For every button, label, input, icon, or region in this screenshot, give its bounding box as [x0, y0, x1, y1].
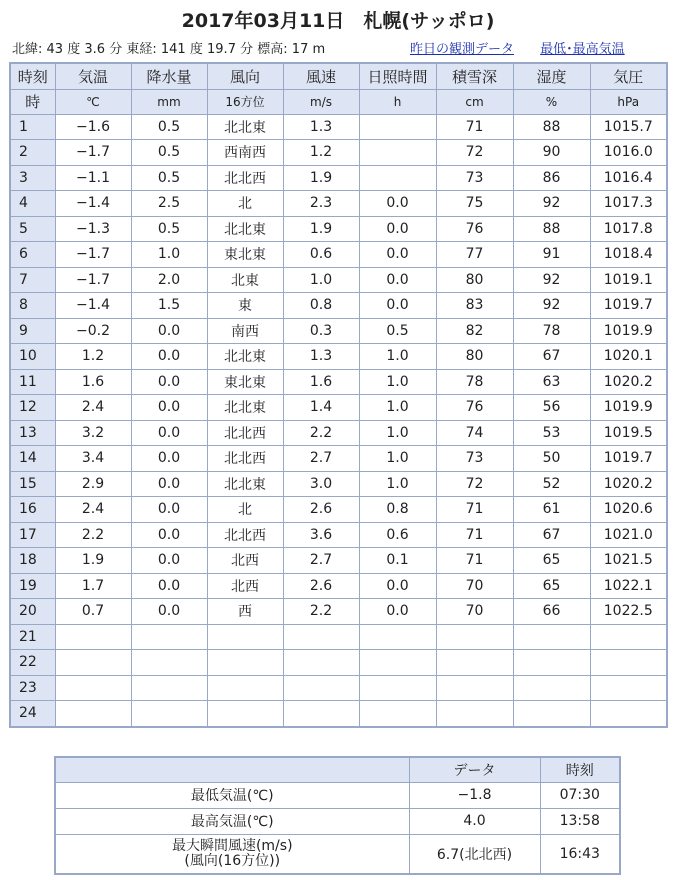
wind-dir-cell: 北北東 — [207, 395, 283, 421]
snow-depth-cell: 83 — [436, 293, 513, 319]
data-row — [10, 140, 667, 166]
pressure-unit: hPa — [590, 89, 667, 114]
summary-label: 最低気温(℃) — [55, 782, 409, 808]
elev-label: 標高: — [257, 42, 288, 57]
humidity-cell — [513, 701, 590, 727]
precip-cell: 0.5 — [131, 165, 207, 191]
summary-time: 13:58 — [540, 808, 620, 834]
precip-cell: 0.5 — [131, 114, 207, 140]
sunshine-cell: 1.0 — [359, 344, 436, 370]
temp-cell: 3.4 — [55, 446, 131, 472]
sunshine-cell: 0.0 — [359, 267, 436, 293]
sunshine-cell: 0.1 — [359, 548, 436, 574]
precip-cell: 0.0 — [131, 471, 207, 497]
snow-depth-cell: 80 — [436, 267, 513, 293]
pressure-cell: 1017.8 — [590, 216, 667, 242]
data-row — [10, 267, 667, 293]
snow-depth-cell: 73 — [436, 446, 513, 472]
humidity-cell: 67 — [513, 522, 590, 548]
humidity-cell: 63 — [513, 369, 590, 395]
data-row — [10, 395, 667, 421]
wind-dir-unit: 16方位 — [207, 89, 283, 114]
hour-cell: 5 — [10, 216, 55, 242]
sunshine-cell — [359, 114, 436, 140]
observation-table — [9, 62, 668, 728]
temp-cell: 1.2 — [55, 344, 131, 370]
hour-cell: 18 — [10, 548, 55, 574]
hour-cell: 10 — [10, 344, 55, 370]
humidity-cell: 88 — [513, 114, 590, 140]
pressure-cell: 1016.0 — [590, 140, 667, 166]
temp-cell: −1.6 — [55, 114, 131, 140]
temp-cell: 1.7 — [55, 573, 131, 599]
wind-dir-cell — [207, 675, 283, 701]
summary-value: 4.0 — [409, 808, 540, 834]
lat-min: 3.6 — [84, 42, 106, 57]
precip-cell: 0.0 — [131, 318, 207, 344]
sunshine-cell — [359, 650, 436, 676]
sunshine-cell: 1.0 — [359, 369, 436, 395]
temp-cell: −0.2 — [55, 318, 131, 344]
snow-depth-cell — [436, 650, 513, 676]
snow-depth-header: 積雪深 — [436, 63, 513, 89]
humidity-cell — [513, 650, 590, 676]
snow-depth-cell: 73 — [436, 165, 513, 191]
humidity-cell: 65 — [513, 548, 590, 574]
humidity-unit: % — [513, 89, 590, 114]
wind-speed-cell: 2.2 — [283, 599, 359, 625]
precip-cell — [131, 624, 207, 650]
snow-depth-cell: 82 — [436, 318, 513, 344]
snow-depth-cell: 76 — [436, 395, 513, 421]
sunshine-header: 日照時間 — [359, 63, 436, 89]
header-row — [10, 63, 667, 89]
snow-depth-cell: 75 — [436, 191, 513, 217]
summary-time: 16:43 — [540, 834, 620, 874]
wind-dir-cell: 北北東 — [207, 216, 283, 242]
wind-speed-cell — [283, 701, 359, 727]
snow-depth-cell: 72 — [436, 471, 513, 497]
humidity-cell: 50 — [513, 446, 590, 472]
hour-cell: 20 — [10, 599, 55, 625]
wind-speed-cell — [283, 675, 359, 701]
station-info — [12, 38, 325, 57]
summary-value: −1.8 — [409, 782, 540, 808]
wind-speed-cell: 1.0 — [283, 267, 359, 293]
humidity-cell: 92 — [513, 293, 590, 319]
wind-speed-cell: 3.6 — [283, 522, 359, 548]
data-row — [10, 446, 667, 472]
sunshine-cell: 0.0 — [359, 573, 436, 599]
hour-cell: 17 — [10, 522, 55, 548]
pressure-cell: 1019.9 — [590, 318, 667, 344]
sunshine-cell — [359, 165, 436, 191]
temp-cell: −1.4 — [55, 191, 131, 217]
sunshine-cell: 0.6 — [359, 522, 436, 548]
snow-depth-cell: 70 — [436, 573, 513, 599]
minmax-temp-link[interactable]: 最低･最高気温 — [540, 42, 625, 57]
data-row — [10, 191, 667, 217]
pressure-cell: 1018.4 — [590, 242, 667, 268]
snow-depth-cell: 78 — [436, 369, 513, 395]
snow-depth-cell: 77 — [436, 242, 513, 268]
wind-speed-cell: 1.3 — [283, 114, 359, 140]
data-row — [10, 522, 667, 548]
pressure-cell: 1022.1 — [590, 573, 667, 599]
precip-cell: 0.0 — [131, 573, 207, 599]
sunshine-cell — [359, 624, 436, 650]
summary-head-time: 時刻 — [540, 757, 620, 782]
elev-unit: m — [312, 42, 326, 57]
humidity-cell — [513, 624, 590, 650]
wind-dir-cell — [207, 624, 283, 650]
hour-cell: 7 — [10, 267, 55, 293]
humidity-cell: 65 — [513, 573, 590, 599]
hour-cell: 21 — [10, 624, 55, 650]
unit-row — [10, 89, 667, 114]
sunshine-cell: 0.0 — [359, 191, 436, 217]
summary-value: 6.7(北北西) — [409, 834, 540, 874]
sunshine-cell — [359, 140, 436, 166]
lon-label: 東経: — [126, 42, 157, 57]
page-title: 2017年03月11日 札幌(サッポロ) — [181, 10, 495, 32]
pressure-cell: 1019.9 — [590, 395, 667, 421]
hour-cell: 3 — [10, 165, 55, 191]
humidity-cell: 86 — [513, 165, 590, 191]
sunshine-cell: 0.8 — [359, 497, 436, 523]
wind-dir-cell: 東 — [207, 293, 283, 319]
hour-cell: 4 — [10, 191, 55, 217]
temp-cell: −1.7 — [55, 267, 131, 293]
temp-cell: −1.7 — [55, 140, 131, 166]
precip-cell: 2.5 — [131, 191, 207, 217]
wind-dir-cell: 北北西 — [207, 446, 283, 472]
wind-speed-cell — [283, 650, 359, 676]
sunshine-cell: 0.0 — [359, 293, 436, 319]
lat-label: 北緯: — [12, 42, 43, 57]
data-row — [10, 548, 667, 574]
snow-depth-cell: 74 — [436, 420, 513, 446]
humidity-cell: 52 — [513, 471, 590, 497]
temp-cell: 2.9 — [55, 471, 131, 497]
hour-cell: 9 — [10, 318, 55, 344]
wind-speed-cell: 0.6 — [283, 242, 359, 268]
wind-speed-cell: 1.6 — [283, 369, 359, 395]
hour-cell: 24 — [10, 701, 55, 727]
hour-cell: 23 — [10, 675, 55, 701]
summary-head-data: データ — [409, 757, 540, 782]
wind-dir-cell — [207, 650, 283, 676]
snow-depth-cell — [436, 701, 513, 727]
pressure-cell — [590, 675, 667, 701]
hour-cell: 2 — [10, 140, 55, 166]
hour-cell: 1 — [10, 114, 55, 140]
wind-speed-cell: 2.7 — [283, 446, 359, 472]
precip-cell: 0.0 — [131, 599, 207, 625]
wind-dir-cell: 北 — [207, 497, 283, 523]
wind-speed-cell: 1.4 — [283, 395, 359, 421]
snow-depth-cell: 71 — [436, 548, 513, 574]
humidity-cell: 66 — [513, 599, 590, 625]
pressure-cell: 1021.5 — [590, 548, 667, 574]
wind-speed-cell: 2.6 — [283, 573, 359, 599]
temp-cell: 3.2 — [55, 420, 131, 446]
pressure-cell: 1016.4 — [590, 165, 667, 191]
snow-depth-cell — [436, 675, 513, 701]
sunshine-cell: 1.0 — [359, 420, 436, 446]
humidity-cell: 53 — [513, 420, 590, 446]
sunshine-unit: h — [359, 89, 436, 114]
hour-cell: 13 — [10, 420, 55, 446]
deg-unit: 度 — [189, 42, 203, 57]
precip-cell: 1.5 — [131, 293, 207, 319]
pressure-cell: 1021.0 — [590, 522, 667, 548]
pressure-cell: 1015.7 — [590, 114, 667, 140]
wind-dir-cell: 北 — [207, 191, 283, 217]
yesterday-data-link[interactable]: 昨日の観測データ — [410, 42, 515, 57]
humidity-cell: 78 — [513, 318, 590, 344]
min-unit: 分 — [240, 42, 254, 57]
precip-cell — [131, 675, 207, 701]
wind-speed-cell: 1.9 — [283, 216, 359, 242]
temp-cell — [55, 675, 131, 701]
data-row — [10, 293, 667, 319]
humidity-cell: 92 — [513, 267, 590, 293]
humidity-header: 湿度 — [513, 63, 590, 89]
hour-unit: 時 — [10, 89, 55, 114]
precip-cell: 0.5 — [131, 140, 207, 166]
nav-links — [410, 38, 647, 57]
hour-cell: 22 — [10, 650, 55, 676]
hour-cell: 8 — [10, 293, 55, 319]
data-row — [10, 216, 667, 242]
hour-cell: 12 — [10, 395, 55, 421]
pressure-cell: 1020.2 — [590, 471, 667, 497]
snow-depth-cell: 70 — [436, 599, 513, 625]
sunshine-cell: 0.5 — [359, 318, 436, 344]
lon-deg: 141 — [160, 42, 186, 57]
hour-cell: 11 — [10, 369, 55, 395]
snow-depth-cell: 71 — [436, 114, 513, 140]
snow-depth-cell: 80 — [436, 344, 513, 370]
wind-speed-header: 風速 — [283, 63, 359, 89]
pressure-cell: 1019.7 — [590, 293, 667, 319]
precip-cell: 0.0 — [131, 497, 207, 523]
humidity-cell: 88 — [513, 216, 590, 242]
sunshine-cell — [359, 675, 436, 701]
data-row — [10, 497, 667, 523]
precip-header: 降水量 — [131, 63, 207, 89]
wind-speed-cell: 1.9 — [283, 165, 359, 191]
hour-cell: 16 — [10, 497, 55, 523]
wind-dir-cell: 北西 — [207, 573, 283, 599]
wind-dir-cell: 北北西 — [207, 420, 283, 446]
precip-cell: 2.0 — [131, 267, 207, 293]
precip-unit: mm — [131, 89, 207, 114]
lon-min: 19.7 — [207, 42, 236, 57]
wind-speed-cell: 1.2 — [283, 140, 359, 166]
deg-unit: 度 — [67, 42, 81, 57]
snow-depth-cell: 71 — [436, 522, 513, 548]
summary-time: 07:30 — [540, 782, 620, 808]
summary-label-line1: 最大瞬間風速(m/s) — [171, 837, 293, 854]
temp-cell: 1.9 — [55, 548, 131, 574]
snow-depth-cell: 76 — [436, 216, 513, 242]
data-row — [10, 344, 667, 370]
wind-dir-cell: 北北東 — [207, 344, 283, 370]
temp-cell: 2.4 — [55, 395, 131, 421]
precip-cell: 0.0 — [131, 522, 207, 548]
hour-cell: 14 — [10, 446, 55, 472]
wind-dir-cell: 南西 — [207, 318, 283, 344]
pressure-cell: 1019.5 — [590, 420, 667, 446]
pressure-cell: 1020.1 — [590, 344, 667, 370]
temp-header: 気温 — [55, 63, 131, 89]
pressure-header: 気圧 — [590, 63, 667, 89]
wind-dir-cell: 西南西 — [207, 140, 283, 166]
summary-label: 最高気温(℃) — [55, 808, 409, 834]
temp-cell: −1.3 — [55, 216, 131, 242]
wind-dir-cell: 北北東 — [207, 114, 283, 140]
temp-cell — [55, 701, 131, 727]
sunshine-cell: 1.0 — [359, 395, 436, 421]
wind-dir-cell: 北東 — [207, 267, 283, 293]
snow-depth-unit: cm — [436, 89, 513, 114]
wind-speed-cell: 2.7 — [283, 548, 359, 574]
temp-cell — [55, 650, 131, 676]
humidity-cell: 67 — [513, 344, 590, 370]
temp-cell: −1.1 — [55, 165, 131, 191]
hour-header: 時刻 — [10, 63, 55, 89]
wind-dir-cell: 東北東 — [207, 242, 283, 268]
sunshine-cell: 0.0 — [359, 216, 436, 242]
wind-speed-cell: 2.2 — [283, 420, 359, 446]
data-row — [10, 420, 667, 446]
humidity-cell: 56 — [513, 395, 590, 421]
data-row — [10, 165, 667, 191]
summary-head-blank — [55, 757, 409, 782]
data-row — [10, 369, 667, 395]
temp-cell: 2.4 — [55, 497, 131, 523]
temp-cell: 1.6 — [55, 369, 131, 395]
wind-speed-cell: 1.3 — [283, 344, 359, 370]
wind-dir-cell — [207, 701, 283, 727]
wind-speed-cell: 0.3 — [283, 318, 359, 344]
data-row — [10, 114, 667, 140]
data-row — [10, 318, 667, 344]
wind-speed-cell: 0.8 — [283, 293, 359, 319]
temp-cell: 2.2 — [55, 522, 131, 548]
pressure-cell — [590, 650, 667, 676]
pressure-cell — [590, 701, 667, 727]
pressure-cell: 1020.2 — [590, 369, 667, 395]
lat-deg: 43 — [46, 42, 64, 57]
precip-cell: 1.0 — [131, 242, 207, 268]
precip-cell: 0.0 — [131, 548, 207, 574]
data-row — [10, 242, 667, 268]
sunshine-cell: 0.0 — [359, 599, 436, 625]
min-unit: 分 — [109, 42, 123, 57]
wind-dir-cell: 北北東 — [207, 471, 283, 497]
data-row — [10, 573, 667, 599]
sunshine-cell — [359, 701, 436, 727]
temp-cell: −1.7 — [55, 242, 131, 268]
humidity-cell: 61 — [513, 497, 590, 523]
pressure-cell: 1019.1 — [590, 267, 667, 293]
pressure-cell — [590, 624, 667, 650]
wind-dir-cell: 北北西 — [207, 522, 283, 548]
wind-dir-cell: 西 — [207, 599, 283, 625]
humidity-cell: 91 — [513, 242, 590, 268]
wind-speed-cell: 3.0 — [283, 471, 359, 497]
precip-cell — [131, 701, 207, 727]
temp-cell — [55, 624, 131, 650]
sunshine-cell: 0.0 — [359, 242, 436, 268]
wind-dir-header: 風向 — [207, 63, 283, 89]
temp-unit: ℃ — [55, 89, 131, 114]
summary-label — [55, 834, 409, 874]
sunshine-cell: 1.0 — [359, 446, 436, 472]
snow-depth-cell: 71 — [436, 497, 513, 523]
data-row — [10, 701, 667, 727]
pressure-cell: 1022.5 — [590, 599, 667, 625]
humidity-cell: 92 — [513, 191, 590, 217]
precip-cell: 0.5 — [131, 216, 207, 242]
precip-cell: 0.0 — [131, 446, 207, 472]
pressure-cell: 1020.6 — [590, 497, 667, 523]
wind-speed-cell: 2.3 — [283, 191, 359, 217]
summary-table — [54, 756, 621, 875]
elev-value: 17 — [291, 42, 309, 57]
snow-depth-cell: 72 — [436, 140, 513, 166]
wind-speed-cell: 2.6 — [283, 497, 359, 523]
hour-cell: 6 — [10, 242, 55, 268]
precip-cell: 0.0 — [131, 369, 207, 395]
humidity-cell: 90 — [513, 140, 590, 166]
temp-cell: 0.7 — [55, 599, 131, 625]
humidity-cell — [513, 675, 590, 701]
data-row — [10, 624, 667, 650]
wind-speed-unit: m/s — [283, 89, 359, 114]
pressure-cell: 1019.7 — [590, 446, 667, 472]
precip-cell: 0.0 — [131, 395, 207, 421]
data-row — [10, 599, 667, 625]
wind-dir-cell: 北北西 — [207, 165, 283, 191]
summary-label-line2: (風向(16方位)) — [184, 852, 281, 869]
wind-dir-cell: 北西 — [207, 548, 283, 574]
hour-cell: 19 — [10, 573, 55, 599]
data-row — [10, 650, 667, 676]
wind-speed-cell — [283, 624, 359, 650]
precip-cell: 0.0 — [131, 344, 207, 370]
hour-cell: 15 — [10, 471, 55, 497]
sunshine-cell: 1.0 — [359, 471, 436, 497]
precip-cell — [131, 650, 207, 676]
precip-cell: 0.0 — [131, 420, 207, 446]
temp-cell: −1.4 — [55, 293, 131, 319]
data-row — [10, 471, 667, 497]
data-row — [10, 675, 667, 701]
pressure-cell: 1017.3 — [590, 191, 667, 217]
wind-dir-cell: 東北東 — [207, 369, 283, 395]
snow-depth-cell — [436, 624, 513, 650]
